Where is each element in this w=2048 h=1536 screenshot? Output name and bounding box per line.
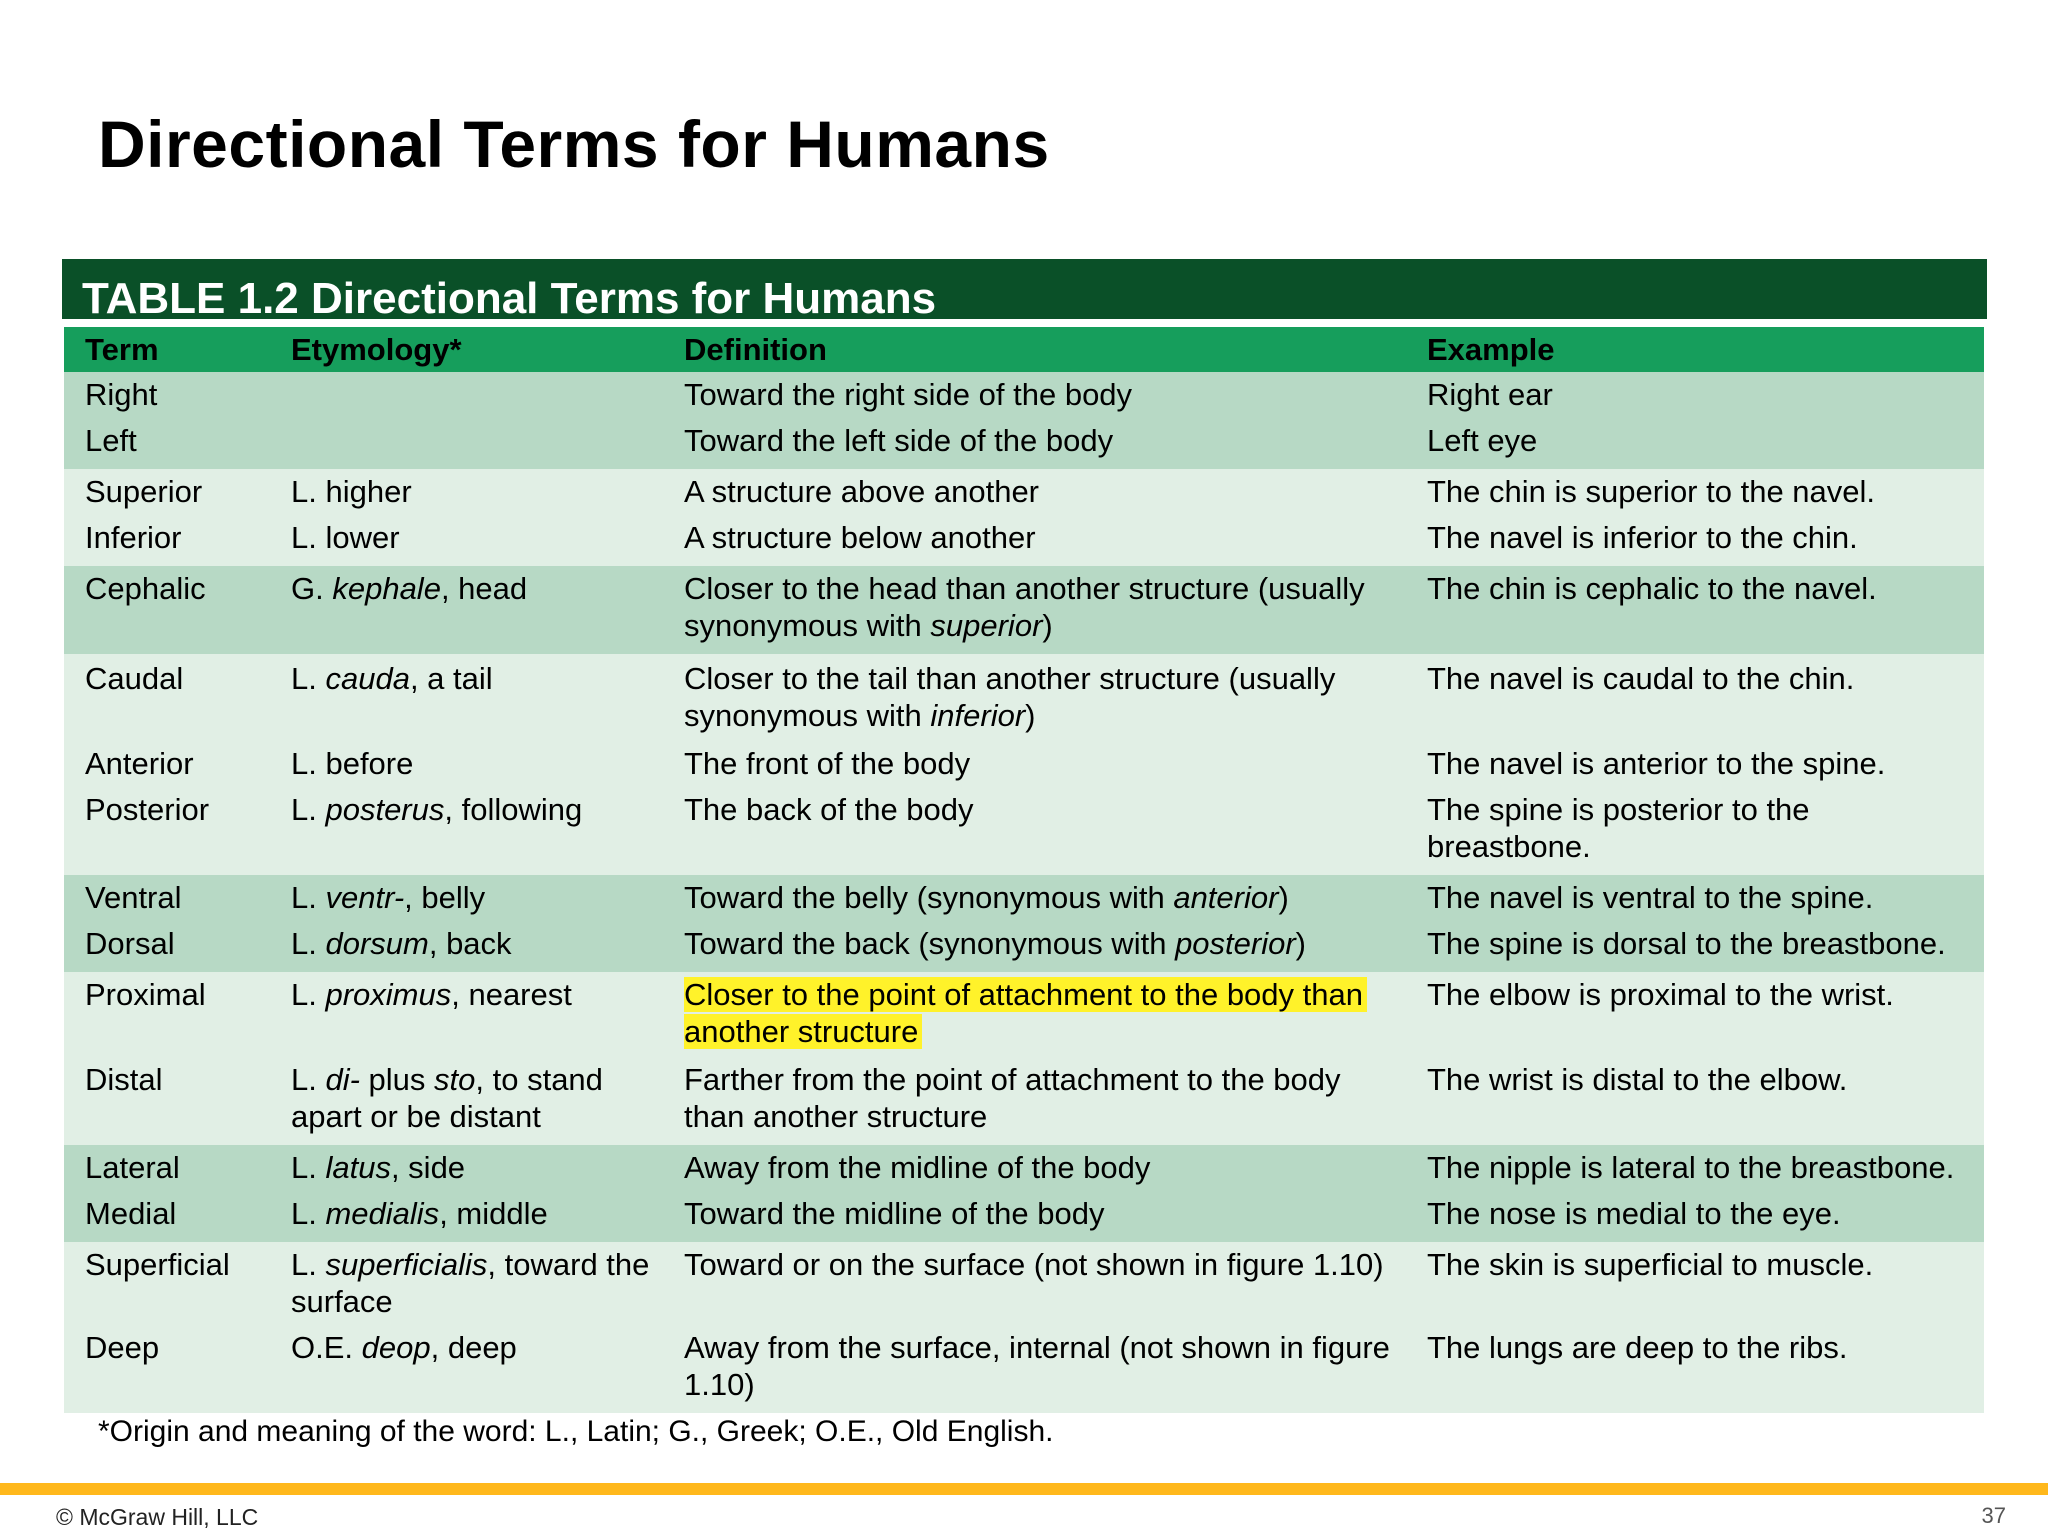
etymology-cell [270,972,663,1055]
term-cell: Superficial [64,1242,270,1325]
text-segment: ) [1042,608,1053,643]
italic-text: proximus [325,977,452,1012]
term-cell: Dorsal [64,921,270,972]
text-segment: plus [359,1062,435,1097]
etymology-cell [270,469,663,515]
definition-cell [663,1145,1406,1191]
table-row [64,972,1984,1055]
text-segment: Toward the right side of the body [684,377,1133,412]
table-row [64,418,1984,469]
text-segment: ) [1278,880,1289,915]
italic-text: di- [325,1062,360,1097]
text-segment: A structure below another [684,520,1036,555]
text-segment: Toward the left side of the body [684,423,1114,458]
table-header-row [64,327,1984,372]
text-segment: L. [291,1196,326,1231]
definition-cell [663,372,1406,418]
italic-text: ventr- [325,880,405,915]
text-segment: Toward the belly (synonymous with [684,880,1174,915]
text-segment: L. [291,792,326,827]
term-cell: Distal [64,1055,270,1145]
text-segment: , middle [439,1196,548,1231]
column-header-etymology: Etymology* [270,327,663,372]
text-segment: , to stand apart or be distant [291,1062,603,1134]
table-row [64,787,1984,875]
table-row [64,875,1984,921]
etymology-cell [270,566,663,654]
text-segment: Toward the midline of the body [684,1196,1105,1231]
text-segment: , side [390,1150,466,1185]
italic-text: sto [434,1062,476,1097]
text-segment: G. [291,571,333,606]
text-segment: L. [291,880,326,915]
footer-accent-bar [0,1483,2048,1495]
italic-text: dorsum [325,926,429,961]
text-segment: , belly [404,880,486,915]
definition-cell [663,787,1406,875]
etymology-cell [270,921,663,972]
text-segment: Farther from the point of attachment to the body than another structure [684,1062,1341,1134]
italic-text: superior [930,608,1043,643]
definition-cell [663,469,1406,515]
page-number: 37 [1981,1503,2006,1528]
table-row [64,1325,1984,1413]
example-cell: The nose is medial to the eye. [1406,1191,1984,1242]
etymology-cell [270,654,663,739]
text-segment: L. lower [291,520,400,555]
term-cell: Deep [64,1325,270,1413]
term-cell: Cephalic [64,566,270,654]
copyright-text: © McGraw Hill, LLC [56,1504,259,1530]
column-header-definition: Definition [663,327,1406,372]
italic-text: posterior [1175,926,1296,961]
etymology-cell [270,1242,663,1325]
text-segment: The back of the body [684,792,974,827]
text-segment: The front of the body [684,746,971,781]
italic-text: anterior [1173,880,1279,915]
table-row [64,372,1984,418]
table-body [64,372,1984,1413]
table-caption: TABLE 1.2 Directional Terms for Humans [62,259,1987,319]
etymology-cell [270,1325,663,1413]
etymology-cell [270,418,663,469]
etymology-cell [270,787,663,875]
example-cell: The nipple is lateral to the breastbone. [1406,1145,1984,1191]
table-row [64,469,1984,515]
page-title: Directional Terms for Humans [98,107,1050,181]
etymology-cell [270,1055,663,1145]
example-cell: The navel is caudal to the chin. [1406,654,1984,739]
example-cell: The navel is ventral to the spine. [1406,875,1984,921]
term-cell: Anterior [64,739,270,787]
text-segment: Toward or on the surface (not shown in figure 1.10) [684,1247,1384,1282]
definition-cell [663,921,1406,972]
example-cell: The spine is dorsal to the breastbone. [1406,921,1984,972]
term-cell: Ventral [64,875,270,921]
term-cell: Superior [64,469,270,515]
italic-text: latus [325,1150,391,1185]
text-segment: , following [444,792,583,827]
example-cell: Right ear [1406,372,1984,418]
term-cell: Lateral [64,1145,270,1191]
column-header-example: Example [1406,327,1984,372]
text-segment: , deep [430,1330,517,1365]
italic-text: deop [361,1330,431,1365]
term-cell: Proximal [64,972,270,1055]
table-row [64,566,1984,654]
text-segment: L. [291,926,326,961]
etymology-cell [270,372,663,418]
example-cell: The lungs are deep to the ribs. [1406,1325,1984,1413]
text-segment: A structure above another [684,474,1040,509]
definition-cell [663,515,1406,566]
text-segment: , back [428,926,512,961]
definition-cell [663,1242,1406,1325]
etymology-cell [270,515,663,566]
etymology-cell [270,1191,663,1242]
example-cell: The skin is superficial to muscle. [1406,1242,1984,1325]
definition-cell [663,875,1406,921]
term-cell: Medial [64,1191,270,1242]
table-row [64,1191,1984,1242]
table-row [64,739,1984,787]
text-segment: , head [440,571,528,606]
definition-cell [663,1325,1406,1413]
text-segment: Away from the midline of the body [684,1150,1151,1185]
text-segment: L. [291,1247,326,1282]
text-segment: L. [291,977,326,1012]
text-segment: L. [291,661,326,696]
text-segment: L. [291,1150,326,1185]
example-cell: The navel is anterior to the spine. [1406,739,1984,787]
definition-cell [663,1055,1406,1145]
italic-text: inferior [930,698,1026,733]
italic-text: posterus [325,792,445,827]
example-cell: The chin is cephalic to the navel. [1406,566,1984,654]
table-row [64,1055,1984,1145]
text-segment: L. higher [291,474,412,509]
example-cell: Left eye [1406,418,1984,469]
term-cell: Left [64,418,270,469]
table-row [64,1145,1984,1191]
italic-text: medialis [325,1196,440,1231]
definition-cell [663,418,1406,469]
italic-text: cauda [325,661,410,696]
etymology-cell [270,875,663,921]
etymology-cell [270,1145,663,1191]
text-segment: Toward the back (synonymous with [684,926,1176,961]
column-header-term: Term [64,327,270,372]
example-cell: The wrist is distal to the elbow. [1406,1055,1984,1145]
definition-cell [663,1191,1406,1242]
text-segment: Away from the surface, internal (not shown in figure 1.10) [684,1330,1390,1402]
term-cell: Inferior [64,515,270,566]
table-row [64,1242,1984,1325]
table-row [64,654,1984,739]
text-segment: ) [1295,926,1306,961]
directional-terms-table [64,327,1984,1413]
term-cell: Posterior [64,787,270,875]
example-cell: The navel is inferior to the chin. [1406,515,1984,566]
text-segment: Closer to the tail than another structure (usually synonymous with [684,661,1336,733]
definition-cell [663,972,1406,1055]
text-segment: Closer to the head than another structure (usually synonymous with [684,571,1365,643]
definition-cell [663,654,1406,739]
example-cell: The elbow is proximal to the wrist. [1406,972,1984,1055]
text-segment: ) [1025,698,1036,733]
example-cell: The chin is superior to the navel. [1406,469,1984,515]
etymology-cell [270,739,663,787]
table-footnote: *Origin and meaning of the word: L., Latin; G., Greek; O.E., Old English. [98,1415,1054,1448]
term-cell: Caudal [64,654,270,739]
definition-cell [663,739,1406,787]
text-segment: L. [291,1062,326,1097]
italic-text: superficialis [325,1247,488,1282]
text-segment: L. before [291,746,414,781]
italic-text: kephale [332,571,441,606]
text-segment: , a tail [409,661,493,696]
text-segment: O.E. [291,1330,362,1365]
text-segment: , nearest [451,977,572,1012]
example-cell: The spine is posterior to the breastbone. [1406,787,1984,875]
table-row [64,921,1984,972]
term-cell: Right [64,372,270,418]
table-row [64,515,1984,566]
text-segment: , toward the surface [291,1247,650,1319]
highlighted-text: Closer to the point of attachment to the body than another structure [684,977,1367,1049]
definition-cell [663,566,1406,654]
